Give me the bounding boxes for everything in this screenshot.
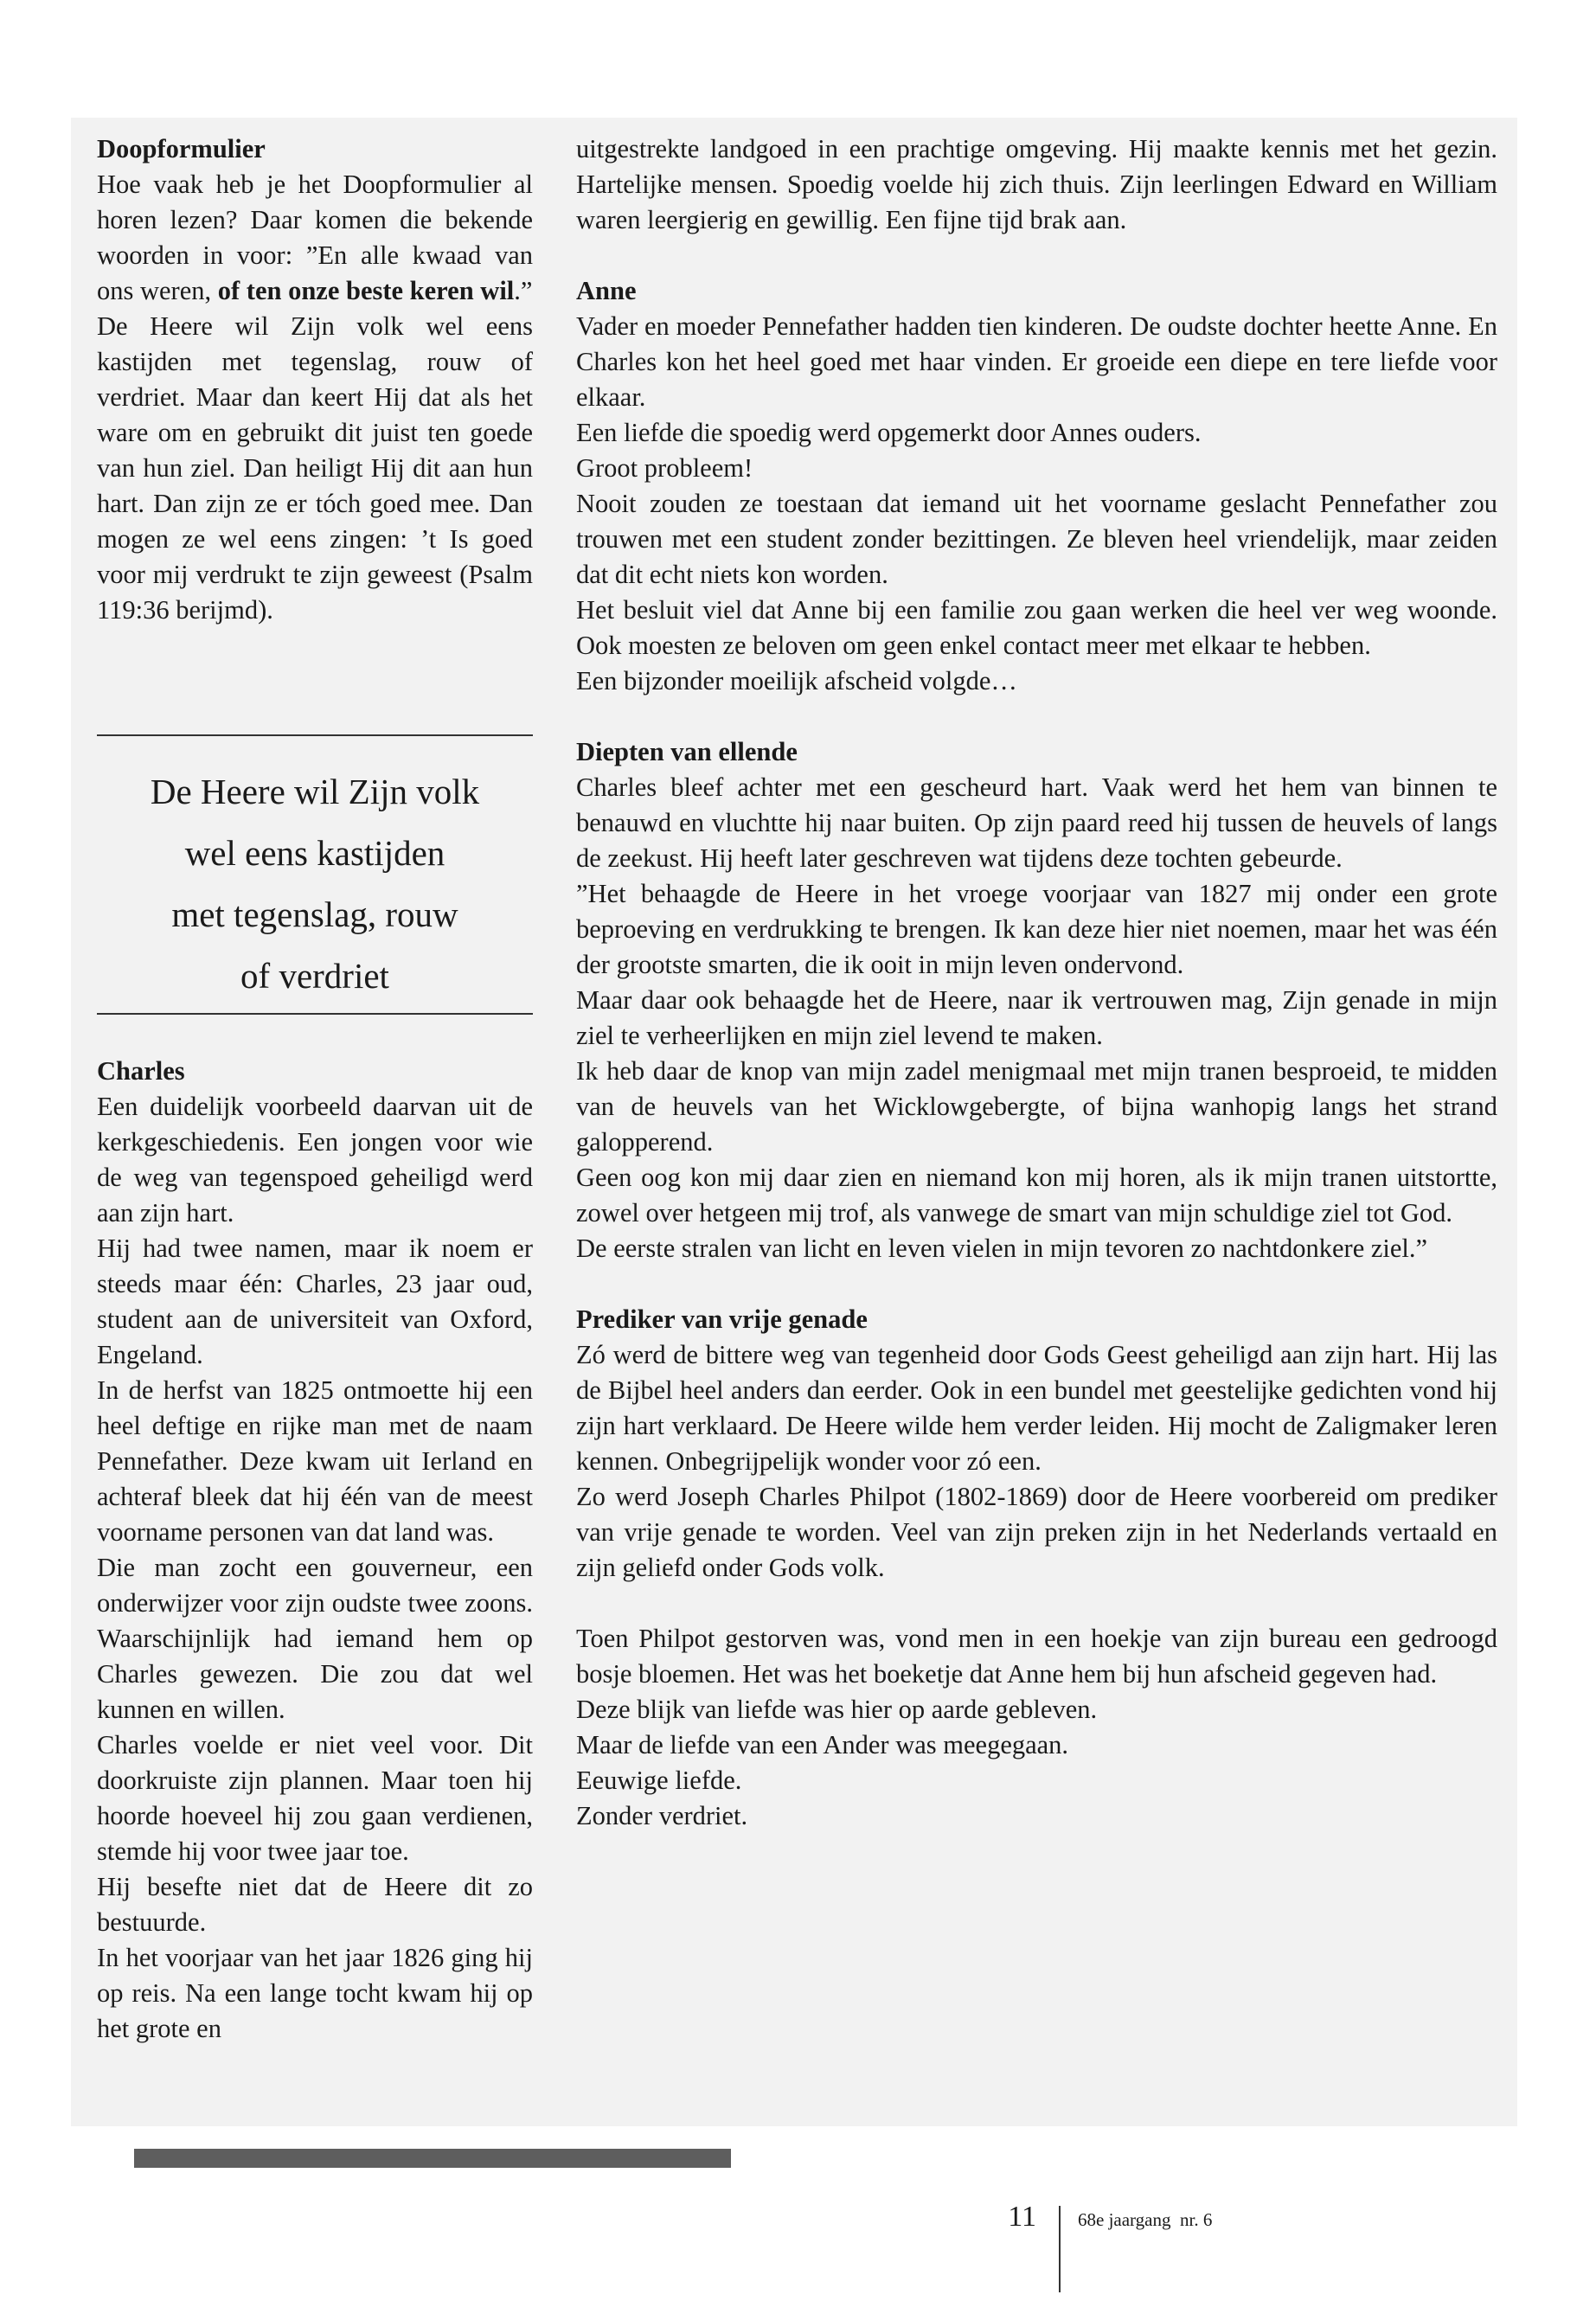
pull-quote-line: wel eens kastijden xyxy=(184,833,445,873)
text-run: Hoe vaak heb je het Doopformulier al horen lezen? Daar komen die bekende woorden in voor: ”En alle kwaad van ons weren, xyxy=(97,170,533,305)
paragraph: uitgestrekte landgoed in een prachtige omgeving. Hij maakte kennis met het gezin. Hartelijke mensen. Spoedig voelde hij zich thuis. Zijn leerlingen Edward en William waren leergierig en gewillig. Een fijne tijd brak aan. xyxy=(576,134,1497,234)
quote-rule-bottom xyxy=(97,1013,533,1015)
spacer xyxy=(576,238,1497,273)
paragraph: De eerste stralen van licht en leven vielen in mijn tevoren zo nachtdonkere ziel.” xyxy=(576,1234,1428,1263)
paragraph: Deze blijk van liefde was hier op aarde gebleven. xyxy=(576,1695,1098,1724)
paragraph: Groot probleem! xyxy=(576,453,753,483)
pull-quote-line: of verdriet xyxy=(240,956,389,996)
paragraph: Zó werd de bittere weg van tegenheid door Gods Geest geheiligd aan zijn hart. Hij las de Bijbel heel anders dan eerder. Ook in een bundel met geestelijke gedichten vond hij zijn hart verklaard. De Heere wilde hem verder leiden. Hij mocht de Zaligmaker leren kennen. Onbegrijpelijk wonder voor zó een. xyxy=(576,1340,1497,1476)
paragraph: Het besluit viel dat Anne bij een familie zou gaan werken die heel ver weg woonde. Ook moesten ze beloven om geen enkel contact meer met elkaar te hebben. xyxy=(576,595,1497,660)
left-column-lower xyxy=(97,1054,533,2047)
quote-rule-top xyxy=(97,734,533,736)
pull-quote-line: De Heere wil Zijn volk xyxy=(150,772,480,811)
section-heading-prediker: Prediker van vrije genade xyxy=(576,1304,868,1334)
paragraph: Charles voelde er niet veel voor. Dit doorkruiste zijn plannen. Maar toen hij hoorde hoeveel hij zou gaan verdienen, stemde hij voor twee jaar toe. xyxy=(97,1730,533,1866)
pull-quote xyxy=(97,761,533,1007)
paragraph: Nooit zouden ze toestaan dat iemand uit het voorname geslacht Pennefather zou trouwen met een student zonder bezittingen. Ze bleven heel vriendelijk, maar zeiden dat dit echt niets kon worden. xyxy=(576,489,1497,589)
bold-text-run: of ten onze beste keren wil xyxy=(217,276,515,305)
paragraph: ”Het behaagde de Heere in het vroege voorjaar van 1827 mij onder een grote beproeving en verdrukking te brengen. Ik kan deze hier niet noemen, maar het was één der grootste smarten, die ik ooit in mijn leven ondervond. xyxy=(576,879,1497,979)
paragraph: Een duidelijk voorbeeld daarvan uit de kerkgeschiedenis. Een jongen voor wie de weg van tegenspoed geheiligd werd aan zijn hart. xyxy=(97,1092,533,1227)
paragraph: Maar de liefde van een Ander was meegegaan. xyxy=(576,1730,1069,1759)
paragraph: Hij had twee namen, maar ik noem er steeds maar één: Charles, 23 jaar oud, student aan de universiteit van Oxford, Engeland. xyxy=(97,1234,533,1369)
section-heading-diepten: Diepten van ellende xyxy=(576,737,798,766)
right-column xyxy=(576,131,1497,1834)
text-run: .” xyxy=(514,276,533,305)
spacer xyxy=(576,699,1497,734)
section-heading-charles: Charles xyxy=(97,1056,185,1086)
paragraph: Vader en moeder Pennefather hadden tien kinderen. De oudste dochter heette Anne. En Charles kon het heel goed met haar vinden. Er groeide een diepe en tere liefde voor elkaar. xyxy=(576,311,1497,412)
paragraph: Hij besefte niet dat de Heere dit zo bestuurde. xyxy=(97,1872,533,1937)
pull-quote-line: met tegenslag, rouw xyxy=(171,894,458,934)
paragraph: Een liefde die spoedig werd opgemerkt door Annes ouders. xyxy=(576,418,1202,447)
paragraph: In de herfst van 1825 ontmoette hij een heel deftige en rijke man met de naam Pennefather. Deze kwam uit Ierland en achteraf bleek dat hij één van de meest voorname personen van dat land was. xyxy=(97,1375,533,1547)
paragraph: Charles bleef achter met een gescheurd hart. Vaak werd het hem van binnen te benauwd en vluchtte hij naar buiten. Op zijn paard reed hij tussen de heuvels of langs de zeekust. Hij heeft later geschreven wat tijdens deze tochten gebeurde. xyxy=(576,772,1497,873)
paragraph: Eeuwige liefde. xyxy=(576,1766,742,1795)
paragraph: Maar daar ook behaagde het de Heere, naar ik vertrouwen mag, Zijn genade in mijn ziel te verheerlijken en mijn ziel levend te maken. xyxy=(576,985,1497,1050)
footer-divider xyxy=(1059,2206,1061,2292)
paragraph: Zo werd Joseph Charles Philpot (1802-1869) door de Heere voorbereid om prediker van vrije genade te worden. Veel van zijn preken zijn in het Nederlands vertaald en zijn geliefd onder Gods volk. xyxy=(576,1482,1497,1582)
paragraph: Ik heb daar de knop van mijn zadel menigmaal met mijn tranen besproeid, te midden van de heuvels van het Wicklowgebergte, of bijna wanhopig langs het strand galopperend. xyxy=(576,1056,1497,1157)
left-column xyxy=(97,131,533,628)
paragraph: Een bijzonder moeilijk afscheid volgde… xyxy=(576,666,1017,695)
paragraph: Geen oog kon mij daar zien en niemand kon mij horen, als ik mijn tranen uitstortte, zowel over hetgeen mij trof, als vanwege de smart van mijn schuldige ziel tot God. xyxy=(576,1163,1497,1227)
page-number: 11 xyxy=(1008,2201,1036,2233)
paragraph xyxy=(97,167,533,309)
decorative-bar xyxy=(134,2149,731,2168)
section-heading-doopformulier: Doopformulier xyxy=(97,134,266,163)
paragraph: In het voorjaar van het jaar 1826 ging hij op reis. Na een lange tocht kwam hij op het grote en xyxy=(97,1943,533,2043)
section-heading-anne: Anne xyxy=(576,276,637,305)
paragraph: Zonder verdriet. xyxy=(576,1801,748,1830)
paragraph: De Heere wil Zijn volk wel eens kastijden met tegenslag, rouw of verdriet. Maar dan keert Hij dat als het ware om en gebruikt dit juist ten goede van hun ziel. Dan heiligt Hij dit aan hun hart. Dan zijn ze er tóch goed mee. Dan mogen ze wel eens zingen: ’t Is goed voor mij verdrukt te zijn geweest (Psalm 119:36 berijmd). xyxy=(97,311,533,625)
paragraph: Die man zocht een gouverneur, een onderwijzer voor zijn oudste twee zoons. Waarschijnlijk had iemand hem op Charles gewezen. Die zou dat wel kunnen en willen. xyxy=(97,1553,533,1724)
spacer xyxy=(576,1266,1497,1302)
paragraph: Toen Philpot gestorven was, vond men in een hoekje van zijn bureau een gedroogd bosje bloemen. Het was het boeketje dat Anne hem bij hun afscheid gegeven had. xyxy=(576,1624,1497,1689)
issue-label: 68e jaargang nr. 6 xyxy=(1078,2209,1213,2230)
spacer xyxy=(576,1586,1497,1621)
